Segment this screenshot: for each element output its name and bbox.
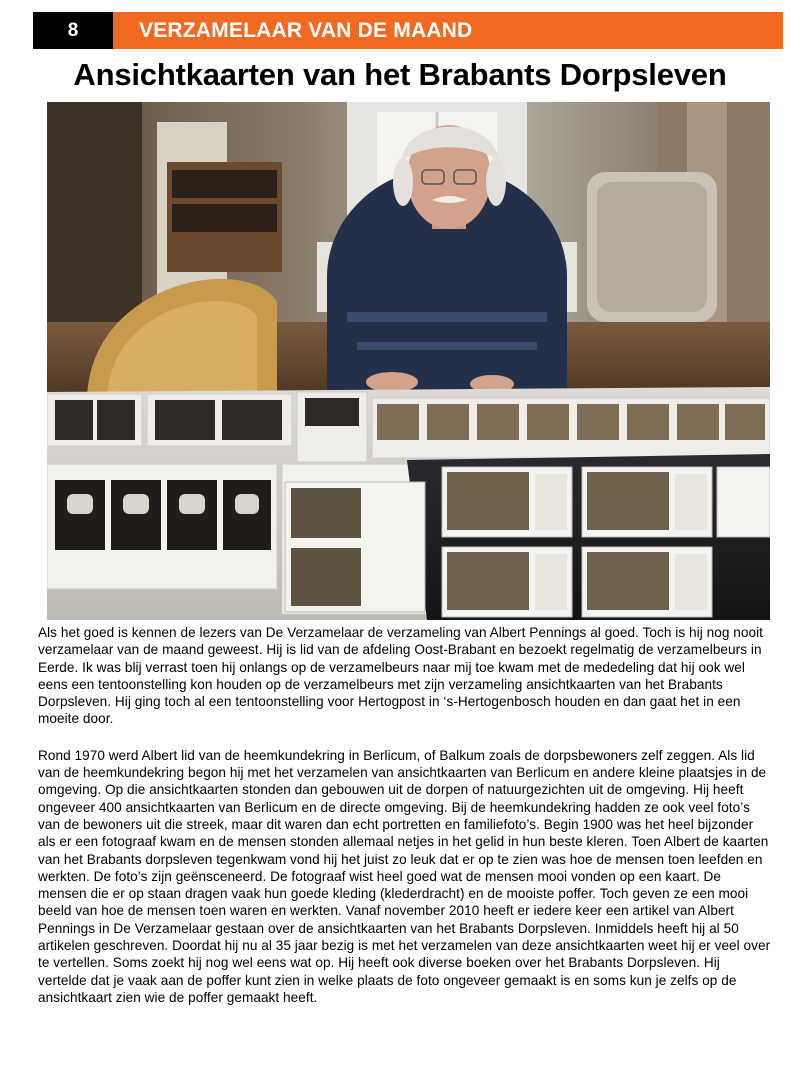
paragraph-intro: Als het goed is kennen de lezers van De Verzamelaar de verzameling van Albert Pennings al goed. Toch is hij nog nooit verzamelaar van de maand geweest. Hij is lid van de afdeling Oost-Brabant en bezoekt regelmatig de verzamelbeurs in Eerde. Ik was blij verrast toen hij onlangs op de verzamelbeurs naar mij toe kwam met de mededeling dat hij ook wel eens een tentoonstelling kon houden op de verzamelbeurs met zijn verzameling ansichtkaarten van het Brabants Dorpsleven. Hij ging toch al een tentoonstelling voor Hertogpost in ‘s-Hertogenbosch houden en dan gaat het in een moeite door.	[38, 625, 763, 727]
section-title: VERZAMELAAR VAN DE MAAND	[113, 12, 783, 49]
article-photo	[47, 102, 770, 620]
page-header	[33, 12, 783, 49]
page-number: 8	[33, 12, 113, 49]
article-body	[38, 624, 772, 1025]
paragraph-history: Rond 1970 werd Albert lid van de heemkundekring in Berlicum, of Balkum zoals de dorpsbewoners zelf zeggen. Als lid van de heemkundekring begon hij met het verzamelen van ansichtkaarten van Berlicum en andere kleine plaatsjes in de omgeving. Op die ansichtkaarten stonden dan gebouwen uit de dorpen of natuurgezichten uit de omgeving. Hij heeft ongeveer 400 ansichtkaarten van Berlicum en de directe omgeving. Bij de heemkundekring hadden ze ook veel foto’s van de bewoners uit die streek, maar dit waren dan echt portretten en familiefoto’s. Begin 1900 was het heel bijzonder als er een fotograaf kwam en de mensen stonden allemaal netjes in het gelid in hun beste kleren. Toen Albert de kaarten van het Brabants dorpsleven tegenkwam vond hij het juist zo leuk dat er op te zien was hoe de mensen toen leefden en werkten. De foto’s zijn geënsceneerd. De fotograaf wist heel goed wat de mensen mooi vonden op een kaart. De mensen die er op staan dragen vaak hun goede kleding (klederdracht) en de mooiste poffer. Toch geven ze een mooi beeld van hoe de mensen toen waren en werkten. Vanaf november 2010 heeft er iedere keer een artikel van Albert Pennings in De Verzamelaar gestaan over de ansichtkaarten van het Brabants Dorpsleven. Inmiddels heeft hij al 50 artikelen geschreven. Doordat hij nu al 35 jaar bezig is met het verzamelen van deze ansichtkaarten weet hij er veel over te vertellen. Soms zoekt hij nog wel eens wat op. Hij heeft ook diverse boeken over het Brabants Dorpsleven. Hij vertelde dat je vaak aan de poffer kunt zien in welke plaats de foto ongeveer gemaakt is en soms kun je zelfs op de ansichtkaart zien wie de poffer gemaakt heeft.	[38, 747, 771, 1005]
article-headline: Ansichtkaarten van het Brabants Dorpsleven	[73, 57, 727, 92]
